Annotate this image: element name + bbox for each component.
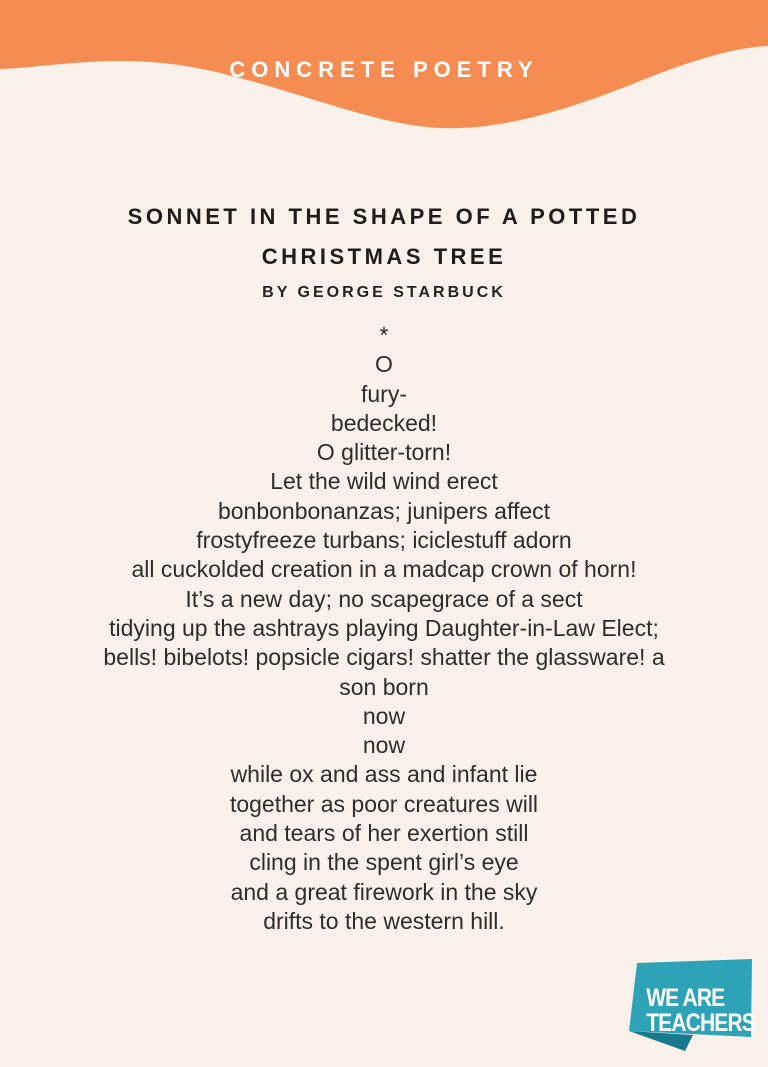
- poem-line: cling in the spent girl’s eye: [249, 849, 519, 876]
- weareteachers-logo: [621, 955, 761, 1055]
- poem-line: now: [362, 702, 406, 729]
- poem-line: son born: [339, 673, 429, 700]
- poem-line: fury-: [361, 380, 407, 407]
- poem-line: O: [375, 351, 393, 378]
- poem-line: all cuckolded creation in a madcap crown of horn!: [131, 556, 637, 583]
- poem-title-line1: SONNET IN THE SHAPE OF A POTTED: [127, 204, 641, 229]
- poem-line: O glitter-torn!: [316, 439, 452, 466]
- poem-line: *: [379, 322, 389, 348]
- header-title: CONCRETE POETRY: [229, 57, 539, 82]
- poem-line: frostyfreeze turbans; iciclestuff adorn: [196, 527, 572, 554]
- poem-line: It’s a new day; no scapegrace of a sect: [185, 585, 583, 612]
- poem-line: and tears of her exertion still: [239, 820, 529, 847]
- poem-line: bedecked!: [330, 409, 438, 436]
- poem-line: together as poor creatures will: [229, 790, 539, 817]
- title-block: [0, 197, 768, 302]
- poem-line: drifts to the western hill.: [263, 907, 505, 934]
- poem-line: bells! bibelots! popsicle cigars! shatter the glassware! a: [103, 644, 665, 671]
- poem-line: now: [362, 732, 406, 759]
- poem-body: [0, 321, 768, 936]
- poem-byline: BY GEORGE STARBUCK: [262, 284, 506, 301]
- poem-line: and a great firework in the sky: [230, 878, 538, 905]
- logo-text-line1: WE ARE: [646, 983, 725, 1012]
- poem-line: while ox and ass and infant lie: [230, 761, 538, 788]
- poem-line: bonbonbonanzas; junipers affect: [217, 497, 551, 524]
- poem-line: Let the wild wind erect: [270, 468, 498, 495]
- poem-title-line2: CHRISTMAS TREE: [261, 244, 507, 269]
- logo-text-line2: TEACHERS: [646, 1008, 755, 1037]
- poem-line: tidying up the ashtrays playing Daughter-in-Law Elect;: [109, 614, 659, 641]
